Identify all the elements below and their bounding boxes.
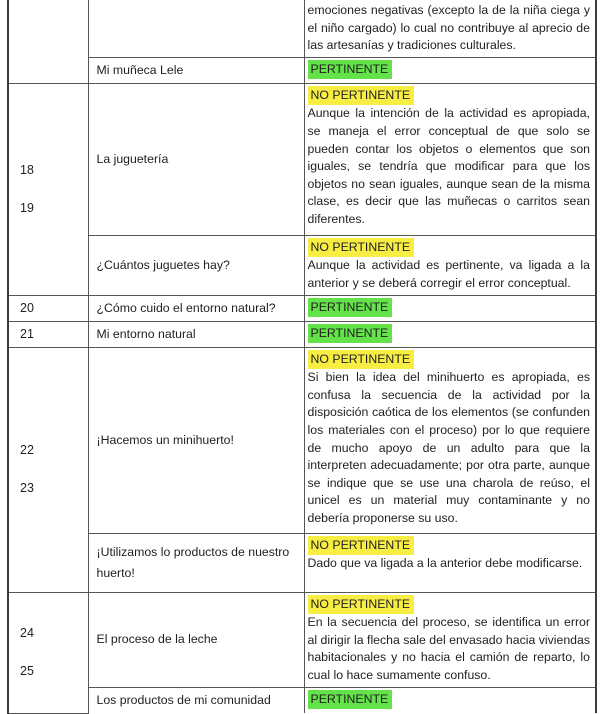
status-badge: NO PERTINENTE [308,595,415,615]
activity-cell: Mi entorno natural [88,321,304,347]
evaluation-cell [304,592,596,687]
status-badge: NO PERTINENTE [308,238,415,258]
status-badge: NO PERTINENTE [308,536,415,556]
table-row [8,57,596,83]
table-row [8,0,596,57]
lesson-number: 18 [20,162,34,177]
evaluation-cell [304,0,596,57]
status-badge: PERTINENTE [308,60,393,80]
lesson-number: 25 [20,664,34,679]
note-text: En la secuencia del proceso, se identifica un error al dirigir la flecha sale del envasado hacia viviendas habitacionales y no hacia el camión de reparto, lo cual lo hace sumamente confuso. [307,615,590,682]
note-text: emociones negativas (excepto la de la niña ciega y el niño cargado) lo cual no contribuye al aprecio de las artesanías y tradiciones culturales. [307,3,590,53]
lesson-number: 21 [20,326,34,341]
activity-cell: ¿Cómo cuido el entorno natural? [88,295,304,321]
activity-cell: Los productos de mi comunidad [88,687,304,713]
evaluation-table [7,0,597,714]
evaluation-cell [304,295,596,321]
lesson-number-cell [8,0,88,83]
lesson-numbers [20,164,88,215]
lesson-number: 20 [20,300,34,315]
table-row [8,592,596,687]
evaluation-cell [304,347,596,533]
table-row [8,533,596,592]
activity-cell: ¡Hacemos un minihuerto! [88,347,304,533]
evaluation-cell [304,83,596,235]
lesson-numbers [20,627,88,678]
lesson-number: 22 [20,443,34,458]
lesson-number-cell [8,347,88,592]
lesson-numbers [20,328,88,341]
note-text: Dado que va ligada a la anterior debe modificarse. [307,556,583,571]
activity-cell: ¿Cuántos juguetes hay? [88,235,304,295]
evaluation-cell [304,687,596,713]
table-row [8,83,596,235]
lesson-number: 19 [20,200,34,215]
table-row [8,295,596,321]
note-text: Aunque la intención de la actividad es apropiada, se maneja el error conceptual de que solo se pueden contar los objetos o elementos que son iguales, se tendría que modificar para que los objetos no sean iguales, aunque sean de la misma clase, es decir que las muñecas o carritos sean diferentes. [307,106,590,226]
lesson-number-cell [8,83,88,295]
lesson-number-cell [8,321,88,347]
table-row [8,687,596,713]
lesson-numbers [20,444,88,495]
evaluation-cell [304,533,596,592]
evaluation-cell [304,321,596,347]
evaluation-cell [304,57,596,83]
lesson-numbers [20,302,88,315]
status-badge: NO PERTINENTE [308,350,415,370]
status-badge: NO PERTINENTE [308,86,415,106]
status-badge: PERTINENTE [308,324,393,344]
evaluation-cell [304,235,596,295]
note-text: Si bien la idea del minihuerto es apropiada, es confusa la secuencia de la actividad por la disposición caótica de los elementos (se confunden los materiales con el proceso) por lo que requiere de mucho apoyo de un adulto para que la interpreten adecuadamente; por otra parte, aunque se indique que se use una charola de reúso, el unicel es un material muy contaminante y no debería proponerse su uso. [307,370,590,525]
lesson-number: 24 [20,626,34,641]
activity-cell: Mi muñeca Lele [88,57,304,83]
table-row [8,235,596,295]
activity-cell: El proceso de la leche [88,592,304,687]
table-row [8,321,596,347]
note-text: Aunque la actividad es pertinente, va ligada a la anterior y se deberá corregir el error conceptual. [307,258,590,290]
table-row [8,347,596,533]
lesson-number: 23 [20,481,34,496]
lesson-number-cell [8,295,88,321]
activity-cell [88,0,304,57]
lesson-number-cell [8,592,88,713]
status-badge: PERTINENTE [308,298,393,318]
activity-cell: ¡Utilizamos lo productos de nuestro huerto! [88,533,304,592]
activity-cell: La juguetería [88,83,304,235]
status-badge: PERTINENTE [308,690,393,710]
